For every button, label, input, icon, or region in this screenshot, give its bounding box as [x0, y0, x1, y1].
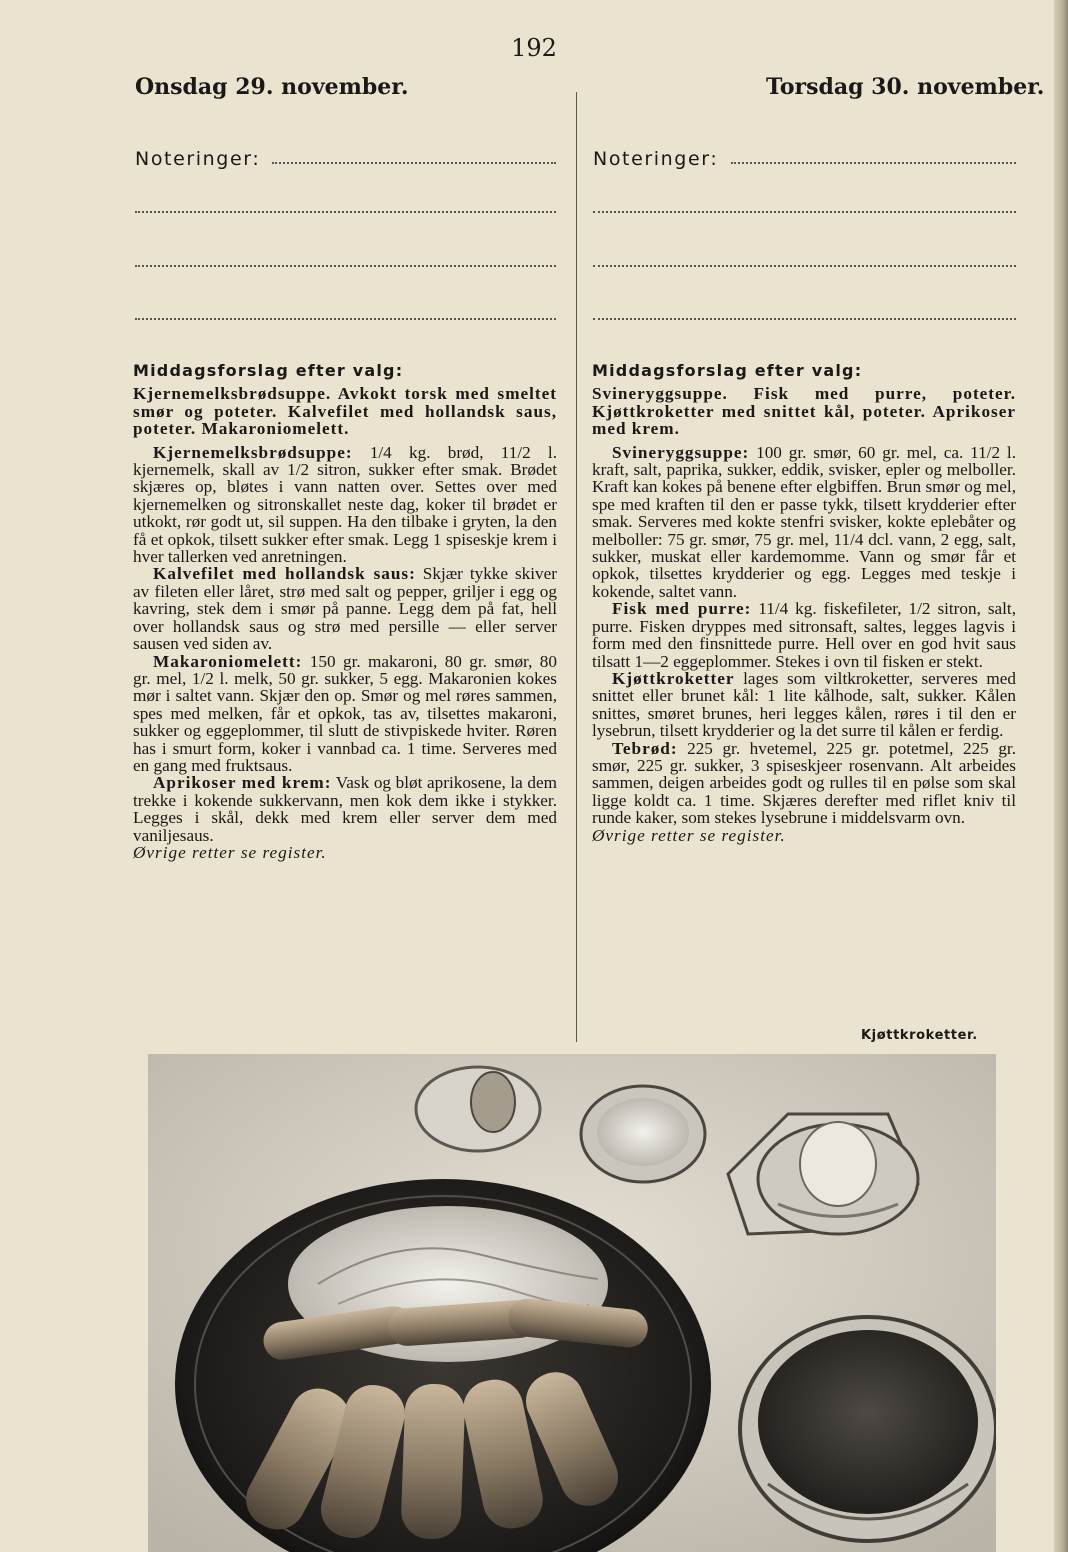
recipe-text: Vask og bløt aprikosene, la dem trekke i kokende sukkervann, men kok dem ikke i stykker. Legges i skål, dekk med krem eller server dem med vaniljesaus.	[133, 773, 557, 845]
recipe-text: lages som viltkroketter, serveres med snittet eller brunet kål: 1 lite kålhode, salt, sukker. Kålen snittes, smøret brunes, heri legges kålen, røres i til den er lysebrun, tilsett krydderier og la det surre til kålen er ferdig.	[592, 668, 1016, 741]
notes-label-right: Noteringer:	[593, 148, 719, 170]
recipe-title: Svineryggsuppe:	[612, 442, 750, 462]
dinner-heading-right: Middagsforslag efter valg:	[592, 361, 863, 380]
recipe-text: 100 gr. smør, 60 gr. mel, ca. 11/2 l. kraft, salt, paprika, sukker, eddik, svisker, epler og melboller. Kraft kan kokes på benene efter elgbiffen. Brun smør og mel, spe med kraften til den er passe tykk, tilsett krydderier efter smak. Serveres med kokte stenfri svisker, kokte eplebåter og melboller: 75 gr. smør, 75 gr. mel, 11/4 dcl. vann, 2 egg, salt, sukker, muskat eller kardemomme. Vann og smør får et opkok, tilsettes krydderier og egg. Legges med teskje i kokende, saltet vann.	[592, 442, 1016, 601]
notes-line[interactable]	[593, 318, 1016, 320]
recipe-paragraph	[133, 444, 557, 566]
photo-caption: Kjøttkroketter.	[861, 1028, 978, 1043]
day-heading-left: Onsdag 29. november.	[135, 74, 409, 100]
notes-label-left: Noteringer:	[135, 148, 261, 170]
recipe-title: Tebrød:	[612, 738, 678, 758]
recipe-title: Kalvefilet med hollandsk saus:	[153, 564, 416, 584]
day-heading-right: Torsdag 30. november.	[766, 74, 1045, 100]
recipe-text: 11/4 kg. fiskefileter, 1/2 sitron, salt, purre. Fisken dryppes med sitronsaft, saltes, legges lagvis i form med den finsnittede purre. Hell over en god hvit saus tilsatt 1—2 eggeplommer. Stekes i ovn til fisken er stekt.	[592, 599, 1016, 671]
recipe-paragraph	[592, 670, 1016, 740]
notes-line[interactable]	[593, 211, 1016, 213]
notes-line[interactable]	[135, 211, 556, 213]
recipe-text: 1/4 kg. brød, 11/2 l. kjernemelk, skall av 1/2 sitron, sukker efter smak. Brødet skjæres op, bløtes i vann natten over. Settes over med kjernemelken og sitronskallet neste dag, koker til brødet er utkokt, rør godt ut, sil suppen. Ha den tilbake i gryten, la den få et opkok, tilsett sukker efter smak. Legg 1 spiseskje krem i hver tallerken ved anretningen.	[133, 442, 557, 567]
recipe-title: Makaroniomelett:	[153, 651, 303, 671]
menu-intro-left: Kjernemelksbrødsuppe. Avkokt torsk med smeltet smør og poteter. Kalvefilet med hollandsk saus, poteter. Makaroniomelett.	[133, 384, 557, 439]
notes-line[interactable]	[593, 265, 1016, 267]
notes-line[interactable]	[272, 162, 556, 164]
recipe-text: Skjær tykke skiver av fileten eller låret, strø med salt og pepper, griljer i egg og kavring, stek dem i smør på panne. Legg dem på fat, hell over hollandsk saus og strø med persille — eller server sausen ved siden av.	[133, 564, 557, 654]
recipe-paragraph	[592, 740, 1016, 827]
recipe-paragraph	[592, 444, 1016, 601]
menu-intro-right: Svineryggsuppe. Fisk med purre, poteter. Kjøttkroketter med snittet kål, poteter. Aprikoser med krem.	[592, 384, 1016, 439]
recipe-paragraph	[592, 600, 1016, 670]
page-number: 192	[511, 34, 557, 62]
right-column	[592, 362, 1016, 844]
recipe-title: Kjøttkroketter	[612, 668, 735, 688]
recipe-title: Kjernemelksbrødsuppe:	[153, 442, 353, 462]
left-column	[133, 362, 557, 861]
recipe-paragraph	[133, 565, 557, 652]
sauce-bowl	[740, 1317, 996, 1541]
recipe-text: 150 gr. makaroni, 80 gr. smør, 80 gr. mel, 1/2 l. melk, 50 gr. sukker, 5 egg. Makaronien kokes mør i saltet vann. Skjær den op. Smør og mel røres sammen, spes med melken, får et opkok, tas av, tilsettes makaroni, sukker og eggeplommer, til slutt de stivpiskede hviter. Røren has i smurt form, koker i vannbad ca. 1 time. Serveres med en gang med fruktsaus.	[133, 651, 557, 775]
notes-line[interactable]	[135, 265, 556, 267]
closing-note-right: Øvrige retter se register.	[592, 825, 786, 845]
closing-note-left: Øvrige retter se register.	[133, 842, 327, 862]
recipe-title: Aprikoser med krem:	[153, 773, 332, 793]
dinner-heading-left: Middagsforslag efter valg:	[133, 361, 404, 380]
food-photo	[148, 1054, 996, 1552]
recipe-paragraph	[133, 774, 557, 844]
recipe-paragraph	[133, 653, 557, 775]
notes-line[interactable]	[135, 318, 556, 320]
notes-line[interactable]	[731, 162, 1016, 164]
column-divider	[576, 92, 577, 1042]
page-edge	[1054, 0, 1068, 1552]
recipe-title: Fisk med purre:	[612, 599, 752, 619]
recipe-text: 225 gr. hvetemel, 225 gr. potetmel, 225 gr. smør, 225 gr. sukker, 3 spiseskjeer rosenvann. Alt arbeides sammen, deigen arbeides godt og rulles til en pølse som skal ligge koldt ca. 1 time. Skjæres derefter med riflet kniv til runde kaker, som stekes lysebrune i middelsvarm ovn.	[592, 738, 1016, 828]
